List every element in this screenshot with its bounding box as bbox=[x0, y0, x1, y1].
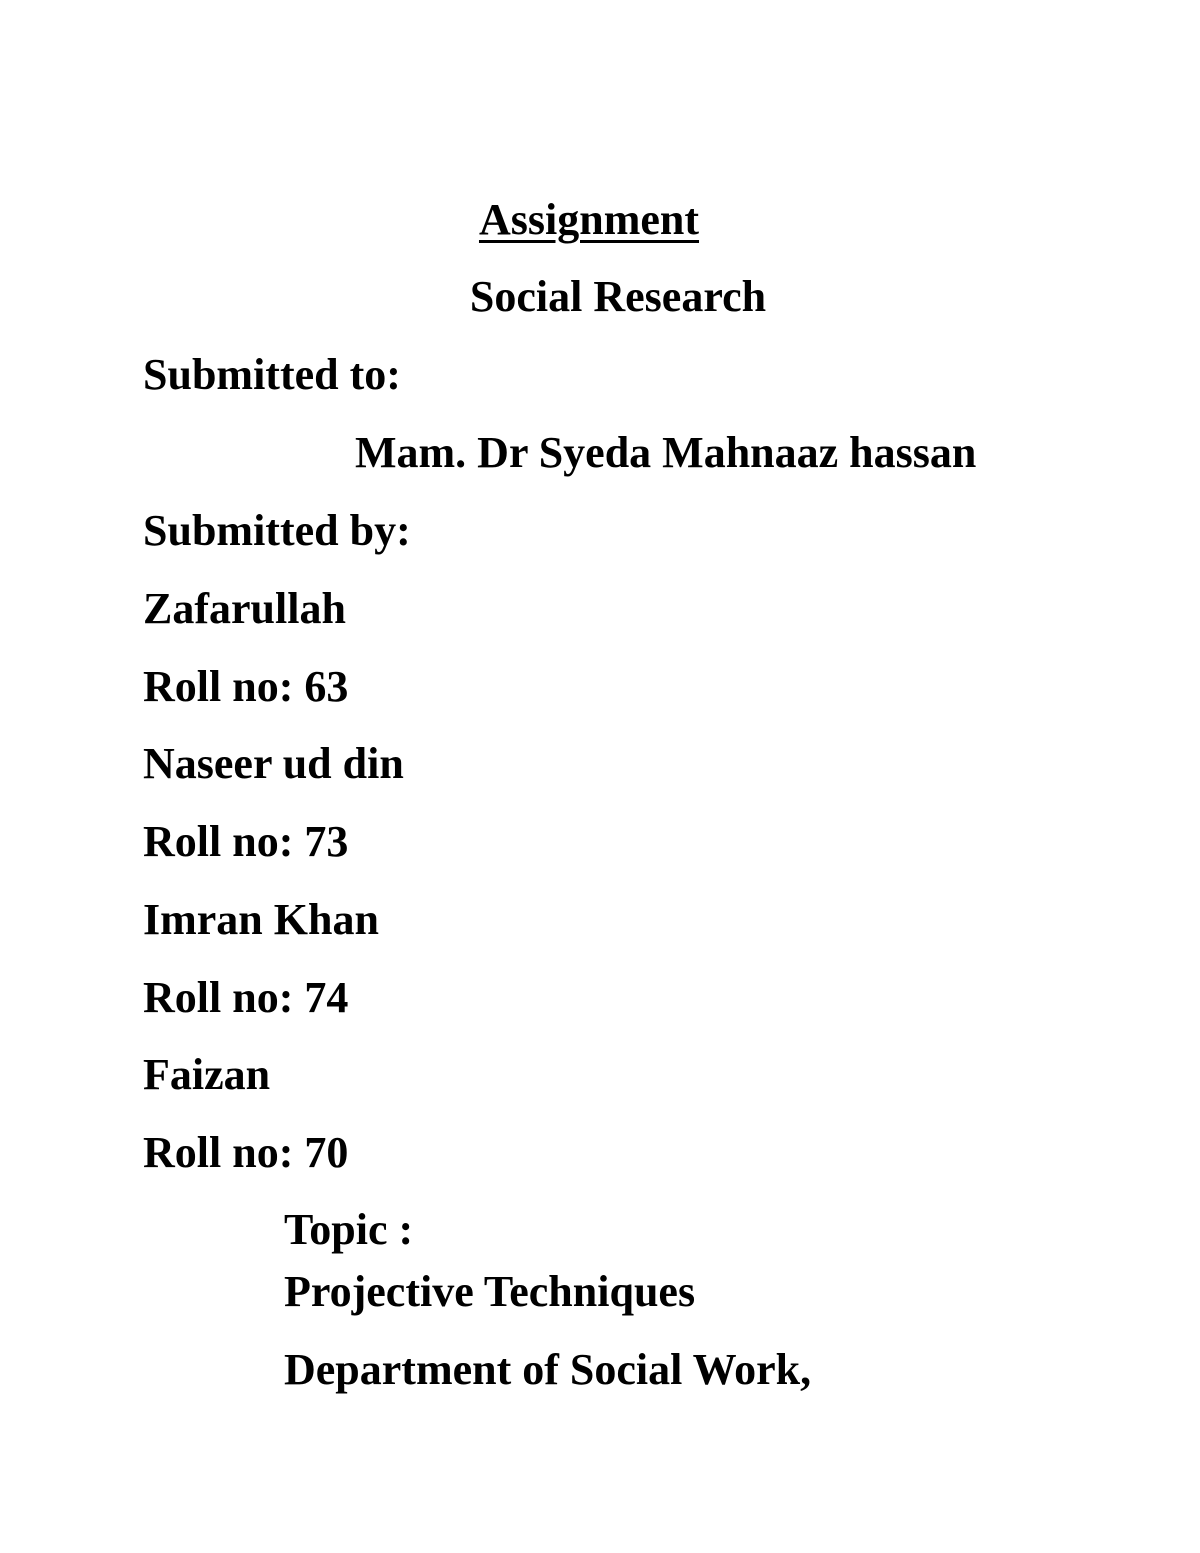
assignment-heading: Assignment bbox=[478, 195, 700, 244]
topic-title: Projective Techniques bbox=[284, 1267, 696, 1316]
student-roll: Roll no: 70 bbox=[143, 1128, 349, 1177]
student-name: Faizan bbox=[143, 1050, 271, 1099]
supervisor-name: Mam. Dr Syeda Mahnaaz hassan bbox=[355, 428, 977, 477]
submitted-to-label: Submitted to: bbox=[143, 350, 401, 399]
student-roll: Roll no: 73 bbox=[143, 817, 349, 866]
student-roll: Roll no: 63 bbox=[143, 662, 349, 711]
submitted-by-label: Submitted by: bbox=[143, 506, 411, 555]
student-roll: Roll no: 74 bbox=[143, 973, 349, 1022]
department-name: Department of Social Work, bbox=[284, 1345, 812, 1394]
subject-title: Social Research bbox=[469, 272, 767, 321]
student-name: Zafarullah bbox=[143, 584, 346, 633]
student-name: Naseer ud din bbox=[143, 739, 404, 788]
topic-label: Topic : bbox=[284, 1205, 414, 1254]
student-name: Imran Khan bbox=[143, 895, 379, 944]
